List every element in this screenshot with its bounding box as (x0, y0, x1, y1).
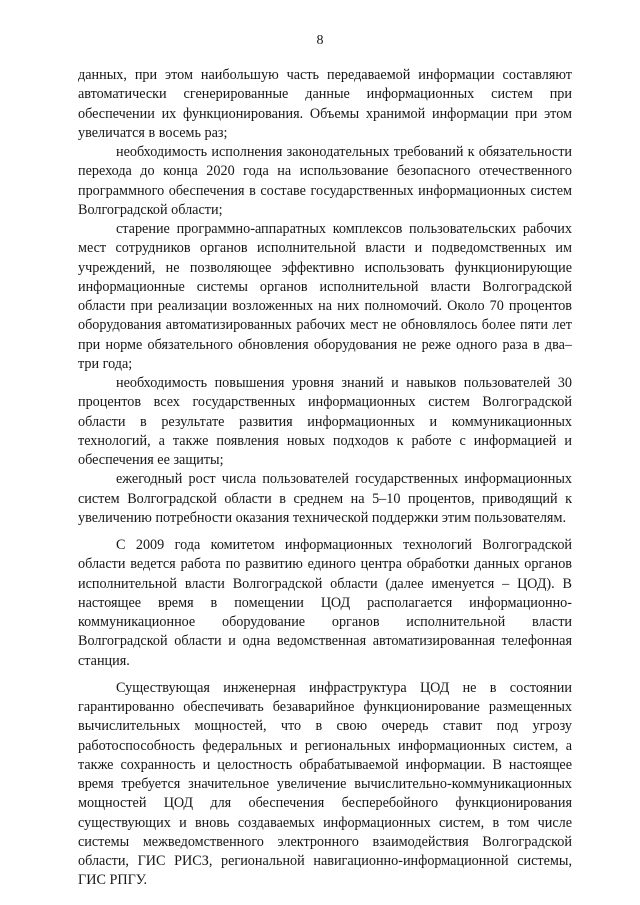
paragraph-hardware-aging: старение программно-аппаратных комплексов пользовательских рабочих мест сотрудников органов исполнительной власти и подведомственных им учреждений, не позволяющее эффективно использовать функционирующие информационные системы органов исполнительной власти Волгоградской области при реализации возложенных на них полномочий. Около 70 процентов оборудования автоматизированных рабочих мест не обновлялось более пяти лет при норме обязательного обновления оборудования не реже одного раза в два–три года; (78, 221, 572, 372)
page-number: 8 (316, 33, 324, 48)
paragraph-data-volume: данных, при этом наибольшую часть передаваемой информации составляют автоматически сгенерированные данные информационных систем при обеспечении их функционирования. Объемы хранимой информации при этом увеличатся в восемь раз; (78, 67, 572, 141)
paragraph-infrastructure: Существующая инженерная инфраструктура ЦОД не в состоянии гарантированно обеспечивать безаварийное функционирование размещенных вычислительных мощностей, что в свою очередь ставит под угрозу работоспособность федеральных и региональных информационных систем, а также сохранность и целостность обрабатываемой информации. В настоящее время требуется значительное увеличение вычислительно-коммуникационных мощностей ЦОД для обеспечения бесперебойного функционирования существующих и вновь создаваемых информационных систем, в том числе системы межведомственного электронного взаимодействия Волгоградской области, ГИС РИСЗ, региональной навигационно-информационной системы, ГИС РПГУ. (78, 679, 572, 889)
paragraph-user-skills: необходимость повышения уровня знаний и навыков пользователей 30 процентов всех государственных информационных систем Волгоградской области в результате развития информационных и коммуникационных технологий, а также появления новых подходов к работе с информацией и обеспечения ее защиты; (78, 375, 572, 468)
paragraph-user-growth: ежегодный рост числа пользователей государственных информационных систем Волгоградской области в среднем на 5–10 процентов, приводящий к увеличению потребности оказания технической поддержки этим пользователям. (78, 471, 572, 526)
body-text (78, 66, 572, 891)
paragraph-data-center: С 2009 года комитетом информационных технологий Волгоградской области ведется работа по развитию единого центра обработки данных органов исполнительной власти Волгоградской области (далее именуется – ЦОД). В настоящее время в помещении ЦОД располагается информационно-коммуникационное оборудование органов исполнительной власти Волгоградской области и одна ведомственная автоматизированная телефонная станция. (78, 537, 572, 669)
paragraph-legal-requirements: необходимость исполнения законодательных требований к обязательности перехода до конца 2020 года на использование безопасного отечественного программного обеспечения в составе государственных информационных систем Волгоградской области; (78, 144, 572, 218)
